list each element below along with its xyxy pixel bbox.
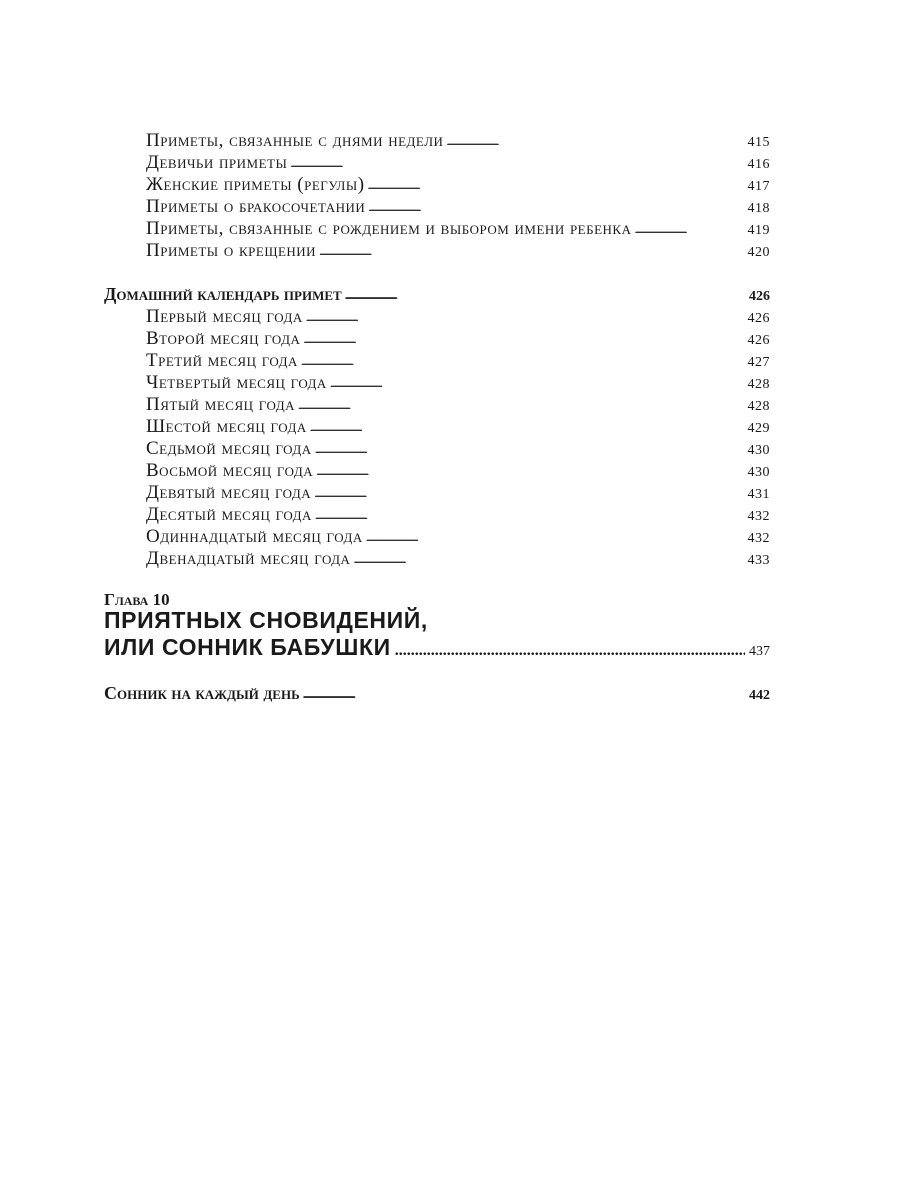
leader-dots — [315, 510, 745, 522]
leader-dots — [290, 158, 744, 170]
toc-entry-page: 415 — [747, 135, 770, 150]
toc-entry-label: Приметы, связанные с рождением и выбором имени ребенка — [146, 218, 632, 239]
toc-entry-label: Пятый месяц года — [146, 394, 295, 415]
toc-section-heading — [104, 284, 770, 305]
toc-entry-page: 427 — [747, 355, 770, 370]
leader-dots — [395, 642, 745, 660]
toc-entry — [146, 548, 770, 570]
toc-entry-label: Приметы о крещении — [146, 240, 317, 261]
leader-dots — [306, 312, 745, 324]
toc-section-page: 426 — [749, 289, 770, 304]
leader-dots — [319, 246, 744, 258]
toc-entry — [146, 152, 770, 174]
toc-entry-page: 428 — [747, 399, 770, 414]
toc-entry — [146, 306, 770, 328]
chapter-title-line-1: ПРИЯТНЫХ СНОВИДЕНИЙ, — [104, 607, 428, 633]
leader-dots — [634, 224, 744, 236]
toc-entry-page: 428 — [747, 377, 770, 392]
leader-dots — [298, 400, 745, 412]
toc-entry-label: Шестой месяц года — [146, 416, 307, 437]
toc-entry-label: Десятый месяц года — [146, 504, 312, 525]
toc-entry — [146, 174, 770, 196]
leader-dots — [353, 554, 744, 566]
toc-entry-label: Женские приметы (регулы) — [146, 174, 365, 195]
toc-entry-label: Первый месяц года — [146, 306, 303, 327]
toc-entry-page: 420 — [747, 245, 770, 260]
leader-dots — [314, 488, 744, 500]
toc-entry-page: 429 — [747, 421, 770, 436]
toc-entry-page: 417 — [747, 179, 770, 194]
leader-dots — [330, 378, 745, 390]
toc-entry-page: 416 — [747, 157, 770, 172]
toc-entry-page: 432 — [747, 531, 770, 546]
leader-dots — [316, 466, 744, 478]
toc-entry-page: 431 — [747, 487, 770, 502]
toc-section-label: Домашний календарь примет — [104, 284, 342, 304]
toc-entry-label: Девятый месяц года — [146, 482, 312, 503]
toc-entry-page: 432 — [747, 509, 770, 524]
toc-entry — [146, 218, 770, 240]
toc-entry-label: Приметы о бракосочетании — [146, 196, 366, 217]
leader-dots — [303, 334, 744, 346]
leader-dots — [315, 444, 745, 456]
leader-dots — [345, 290, 746, 302]
toc-entry — [146, 394, 770, 416]
chapter-title-line-2: ИЛИ СОННИК БАБУШКИ — [104, 634, 391, 660]
toc-entry — [146, 372, 770, 394]
toc-entry-label: Седьмой месяц года — [146, 438, 312, 459]
chapter-number: Глава 10 — [104, 590, 170, 609]
toc-entry-page: 426 — [747, 333, 770, 348]
toc-entry — [146, 504, 770, 526]
leader-dots — [310, 422, 745, 434]
toc-entry-page: 419 — [747, 223, 770, 238]
leader-dots — [366, 532, 745, 544]
leader-dots — [301, 356, 745, 368]
toc-entry-label: Одиннадцатый месяц года — [146, 526, 363, 547]
chapter-title-entry — [104, 634, 770, 661]
toc-entry — [146, 416, 770, 438]
toc-entry — [146, 482, 770, 504]
toc-entry-label: Приметы, связанные с днями недели — [146, 130, 444, 151]
toc-section-page: 442 — [749, 688, 770, 703]
toc-entry — [146, 526, 770, 548]
toc-entry-label: Двенадцатый месяц года — [146, 548, 351, 569]
toc-entry — [146, 130, 770, 152]
toc-entry — [146, 460, 770, 482]
toc-entry-label: Третий месяц года — [146, 350, 298, 371]
leader-dots — [446, 136, 744, 148]
leader-dots — [368, 202, 744, 214]
toc-section-heading — [104, 683, 770, 704]
chapter-page: 437 — [749, 644, 770, 659]
toc-entry — [146, 240, 770, 262]
toc-entry-label: Четвертый месяц года — [146, 372, 327, 393]
toc-entry-label: Восьмой месяц года — [146, 460, 314, 481]
toc-entry-page: 426 — [747, 311, 770, 326]
toc-entry-label: Второй месяц года — [146, 328, 301, 349]
toc-entry — [146, 438, 770, 460]
toc-entry-page: 430 — [747, 465, 770, 480]
toc-entry-page: 418 — [747, 201, 770, 216]
toc-entry — [146, 196, 770, 218]
toc-entry-label: Девичьи приметы — [146, 152, 288, 173]
toc-entry — [146, 328, 770, 350]
toc-entry-page: 430 — [747, 443, 770, 458]
toc-entry — [146, 350, 770, 372]
leader-dots — [368, 180, 745, 192]
toc-entry-page: 433 — [747, 553, 770, 568]
leader-dots — [303, 689, 746, 701]
toc-section-label: Сонник на каждый день — [104, 683, 300, 703]
